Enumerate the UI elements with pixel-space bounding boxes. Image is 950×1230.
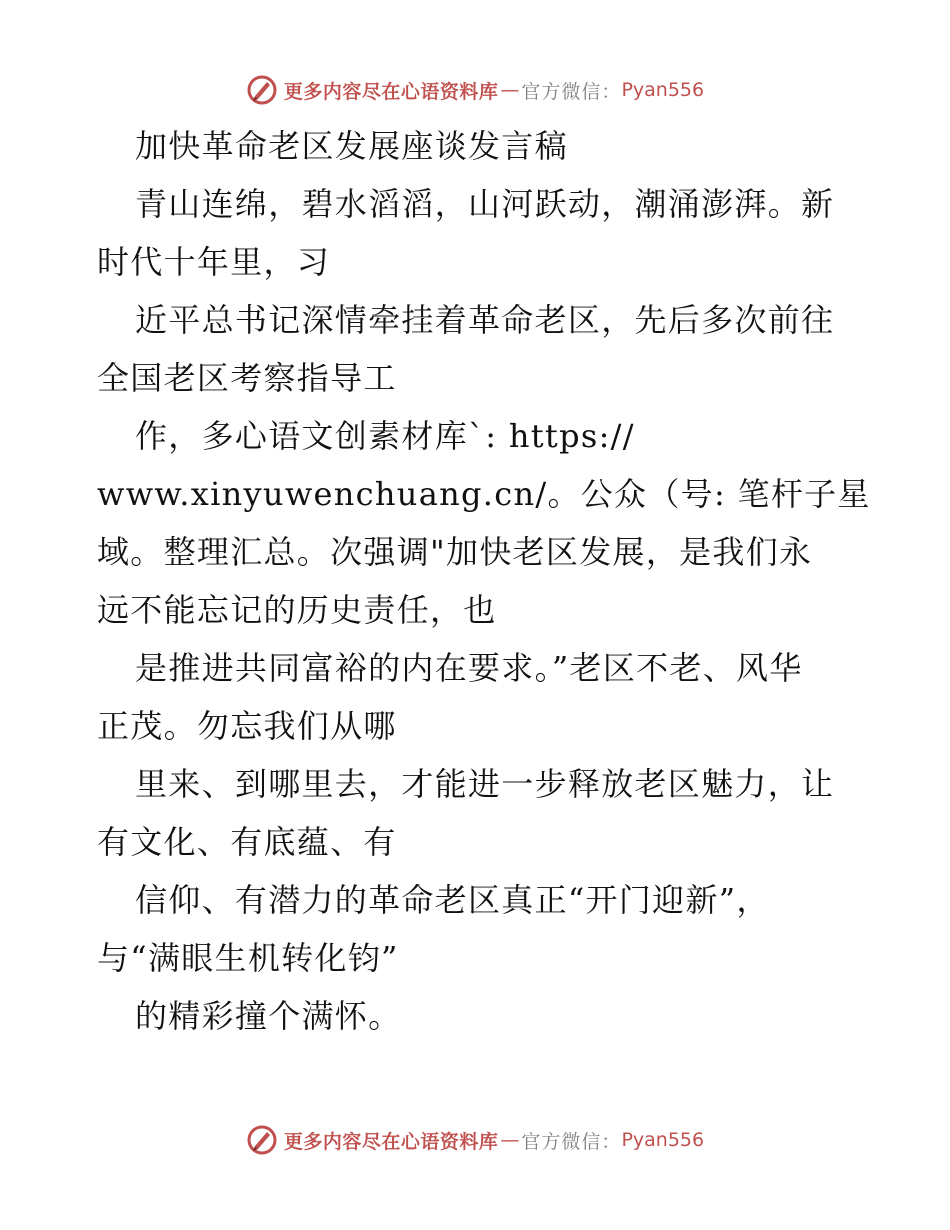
text-line: 的精彩撞个满怀。 xyxy=(135,997,402,1035)
text-line: 里来、到哪里去，才能进一步释放老区魅力，让 xyxy=(135,765,835,803)
document-title: 加快革命老区发展座谈发言稿 xyxy=(135,127,568,165)
watermark-wechat-label: 官方微信： xyxy=(521,1130,622,1153)
text-line: 远不能忘记的历史责任，也 xyxy=(97,591,497,629)
document-body xyxy=(97,117,871,1045)
watermark-wechat-label: 官方微信： xyxy=(521,80,622,103)
text-line: 全国老区考察指导工 xyxy=(97,359,397,397)
watermark-main-text: 更多内容尽在心语资料库 xyxy=(283,80,499,103)
text-line: 近平总书记深情牵挂着革命老区，先后多次前往 xyxy=(135,301,835,339)
watermark-wechat-id: Pyan556 xyxy=(621,79,705,101)
pen-logo-icon xyxy=(246,1124,278,1156)
header-watermark xyxy=(0,70,950,110)
text-line: 正茂。勿忘我们从哪 xyxy=(97,707,397,745)
watermark-dash: — xyxy=(500,79,520,101)
text-line: 有文化、有底蕴、有 xyxy=(97,823,397,861)
text-line: 信仰、有潜力的革命老区真正“开门迎新”， xyxy=(135,881,770,919)
pen-logo-icon xyxy=(246,74,278,106)
text-line: 是推进共同富裕的内在要求。”老区不老、风华 xyxy=(135,649,803,687)
text-line: www.xinyuwenchuang.cn/。公众（号: 笔杆子星 xyxy=(97,475,871,513)
footer-watermark xyxy=(0,1120,950,1160)
text-line: 作，多心语文创素材库`: https:// xyxy=(135,417,635,455)
watermark-wechat-id: Pyan556 xyxy=(621,1129,705,1151)
watermark-main-text: 更多内容尽在心语资料库 xyxy=(283,1130,499,1153)
text-line: 时代十年里，习 xyxy=(97,243,331,281)
text-line: 青山连绵，碧水滔滔，山河跃动，潮涌澎湃。新 xyxy=(135,185,835,223)
text-line: 与“满眼生机转化钧” xyxy=(97,939,399,977)
text-line: 域。整理汇总。次强调"加快老区发展，是我们永 xyxy=(97,533,813,571)
watermark-dash: — xyxy=(500,1129,520,1151)
